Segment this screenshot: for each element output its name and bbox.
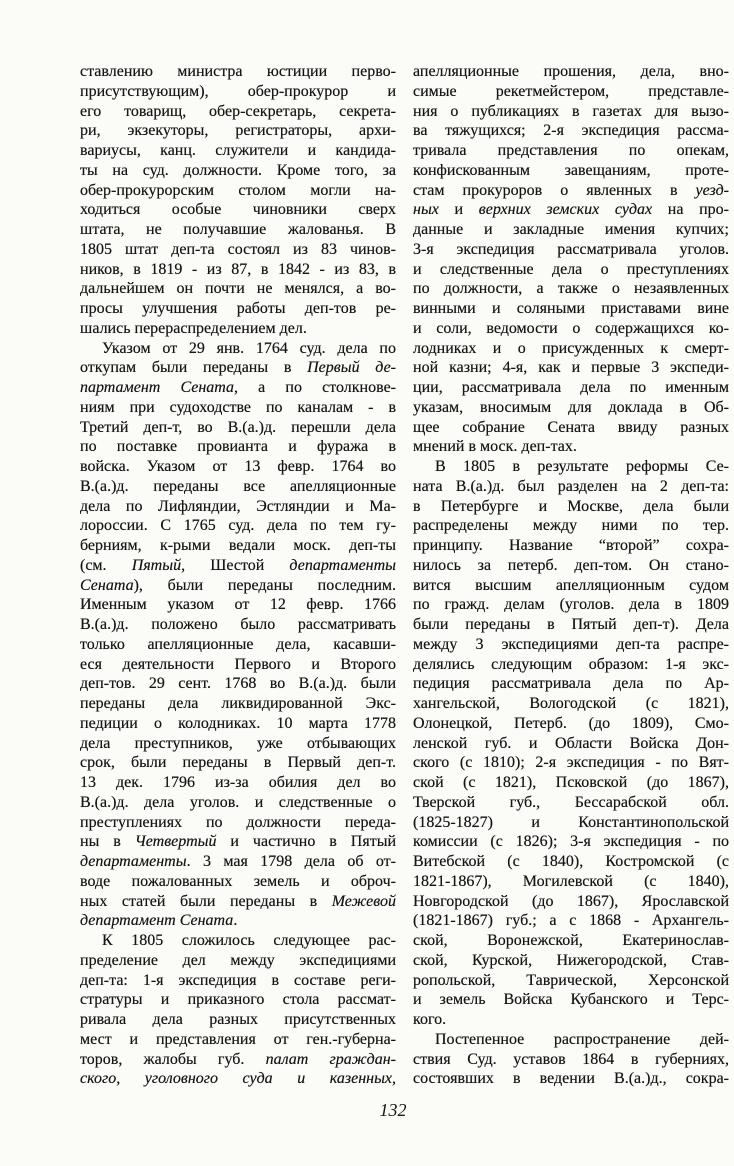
text-line <box>80 832 396 852</box>
text-segment: Постепенное распространение дей- <box>435 1030 729 1048</box>
text-segment: ны в <box>80 833 135 851</box>
text-line <box>80 635 396 655</box>
text-segment: щее собрание Сената ввиду разных <box>413 418 729 436</box>
text-line <box>80 1050 396 1070</box>
text-segment: лороссии. С 1765 суд. дела по тем гу- <box>80 517 396 535</box>
text-segment: нилось за петерб. деп-том. Он стано- <box>413 556 729 574</box>
text-segment: Указом от 29 янв. 1764 суд. дела по <box>102 339 396 357</box>
text-line <box>80 477 396 497</box>
text-line <box>80 793 396 813</box>
text-segment: еся деятельности Первого и Второго <box>80 655 396 673</box>
text-line <box>413 141 729 161</box>
italic-term: ных <box>413 201 439 219</box>
text-segment: симые рекетмейстером, представле- <box>413 82 729 100</box>
text-line <box>413 536 729 556</box>
text-line <box>413 240 729 260</box>
text-segment: торов, жалобы губ. <box>80 1050 266 1068</box>
text-line <box>413 161 729 181</box>
text-segment: Именным указом от 12 февр. 1766 <box>80 596 396 614</box>
text-segment: В.(а.)д. дела уголов. и следственные о <box>80 793 396 811</box>
text-segment: берниям, к-рыми ведали моск. деп-ты <box>80 537 396 554</box>
text-segment: дальнейшем он почти не менялся, а во- <box>80 280 396 298</box>
text-segment: В.(а.)д. положено было рассматривать <box>80 616 396 633</box>
text-segment: 13 дек. 1796 из-за обилия дел во <box>80 774 396 791</box>
text-segment: дела преступников, уже отбывающих <box>80 734 396 752</box>
text-segment: по должности, а также о незаявленных <box>413 280 729 298</box>
text-segment: его товарищ, обер-секретарь, секрета- <box>80 102 396 120</box>
text-line <box>80 279 396 299</box>
text-line <box>413 734 729 754</box>
left-column <box>80 62 396 1089</box>
paragraph <box>413 1030 729 1089</box>
text-segment: и земель Войска Кубанского и Терс- <box>413 991 729 1009</box>
text-line <box>80 62 396 82</box>
text-line <box>413 655 729 675</box>
text-segment: откупам были переданы в <box>80 359 308 377</box>
text-segment: ской, Курской, Нижегородской, Став- <box>413 951 729 969</box>
text-line <box>413 832 729 852</box>
text-line <box>413 200 729 220</box>
italic-term: Первый де- <box>307 359 396 377</box>
text-line <box>80 674 396 694</box>
text-line <box>413 457 729 477</box>
text-line <box>413 971 729 991</box>
text-segment: штата, не получавшие жалованья. В <box>80 221 396 238</box>
text-segment: только апелляционные дела, касавши- <box>80 635 396 653</box>
text-line <box>80 299 396 319</box>
text-line <box>80 694 396 714</box>
text-line <box>80 121 396 141</box>
text-line <box>413 299 729 319</box>
text-segment: 1805 штат деп-та состоял из 83 чинов- <box>80 240 396 258</box>
text-segment: делялись следующим образом: 1-я экс- <box>413 655 729 673</box>
text-segment: Витебской (с 1840), Костромской (с <box>413 853 729 870</box>
text-line <box>413 990 729 1010</box>
paragraph <box>80 339 396 932</box>
text-segment: ников, в 1819 - из 87, в 1842 - из 83, в <box>80 260 396 278</box>
page-number: 132 <box>379 1100 407 1120</box>
text-segment: вариусы, канц. служители и кандида- <box>80 142 396 159</box>
text-segment: ты на суд. должности. Кроме того, за <box>80 161 396 179</box>
text-line <box>413 911 729 931</box>
text-segment: педиции о колодниках. 10 марта 1778 <box>80 714 396 732</box>
text-line <box>80 358 396 378</box>
text-segment: ской (с 1821), Псковской (до 1867), <box>413 774 729 791</box>
text-segment: пределение дел между экспедициями <box>80 951 396 969</box>
text-line <box>413 279 729 299</box>
text-segment: апелляционные прошения, дела, вно- <box>413 63 729 80</box>
text-segment: лодниках и о присужденных к смерт- <box>413 339 729 357</box>
text-segment: стам прокуроров о явленных в <box>413 181 696 199</box>
italic-term: Четвертый <box>134 833 217 851</box>
text-segment: и частично в Пятый <box>216 833 396 851</box>
text-line <box>413 892 729 912</box>
text-segment: педиция рассматривала дела по Ар- <box>413 675 729 693</box>
text-line <box>413 931 729 951</box>
text-segment: мнений в моск. деп-тах. <box>413 438 577 456</box>
italic-term: Сената <box>80 576 134 594</box>
text-line <box>80 872 396 892</box>
text-segment: кого. <box>413 1011 447 1028</box>
text-segment: (1821-1867) губ.; а с 1868 - Архангель- <box>413 912 729 930</box>
text-segment: В.(а.)д. переданы все апелляционные <box>80 477 396 495</box>
right-column <box>413 62 729 1089</box>
text-segment: ходиться особые чиновники сверх <box>80 201 396 219</box>
text-segment: ных статей были переданы в <box>80 892 332 910</box>
text-line <box>80 181 396 201</box>
text-line <box>80 516 396 536</box>
text-segment: дела по Лифляндии, Эстляндии и Ма- <box>80 497 396 515</box>
paragraph <box>80 62 396 339</box>
text-segment: 3-я экспедиция рассматривала уголов. <box>413 240 729 258</box>
text-segment: Олонецкой, Петерб. (до 1809), Смо- <box>413 714 729 732</box>
text-line <box>413 694 729 714</box>
text-segment: и соли, ведомости о содержащихся ко- <box>413 319 729 337</box>
text-line <box>413 398 729 418</box>
text-segment: ривала дела разных присутственных <box>80 1011 396 1028</box>
text-line <box>413 378 729 398</box>
text-segment: просы улучшения работы деп-тов ре- <box>80 300 396 317</box>
text-line <box>80 339 396 359</box>
text-line <box>80 576 396 596</box>
text-line <box>80 773 396 793</box>
text-line <box>413 674 729 694</box>
text-segment: были переданы в Пятый деп-т). Дела <box>413 616 729 633</box>
text-line <box>413 714 729 734</box>
text-line <box>80 437 396 457</box>
text-line <box>80 892 396 912</box>
text-line <box>80 240 396 260</box>
text-line <box>80 556 396 576</box>
italic-term: ского, уголовного суда и казенных, <box>80 1070 396 1088</box>
text-segment: шались перераспределением дел. <box>80 319 307 337</box>
text-segment: комиссии (с 1826); 3-я экспедиция - по <box>413 833 729 851</box>
text-line <box>413 576 729 596</box>
text-segment: преступлениях по должности переда- <box>80 813 396 831</box>
text-line <box>80 161 396 181</box>
text-segment: . 3 мая 1798 дела об от- <box>186 853 396 870</box>
text-segment: ставлению министра юстиции перво- <box>80 63 396 80</box>
text-line <box>80 200 396 220</box>
text-segment: переданы дела ликвидированной Экс- <box>80 695 396 712</box>
text-line <box>413 951 729 971</box>
text-segment: ри, экзекуторы, регистраторы, архи- <box>80 122 396 140</box>
text-line <box>80 615 396 635</box>
text-line <box>413 793 729 813</box>
text-segment: мест и представления от ген.-губерна- <box>80 1030 396 1048</box>
text-segment: стратуры и приказного стола рассмат- <box>80 991 396 1009</box>
italic-term: партамент Сената <box>80 379 235 396</box>
text-line <box>413 260 729 280</box>
text-line <box>413 319 729 339</box>
text-line <box>413 773 729 793</box>
text-line <box>80 398 396 418</box>
text-segment: винными и соляными приставами вине <box>413 300 729 317</box>
text-segment: ского (с 1810); 2-я экспедиция - по Вят- <box>413 754 729 772</box>
text-line <box>80 951 396 971</box>
italic-term: верхних земских судах <box>478 201 653 219</box>
text-line <box>80 990 396 1010</box>
text-line <box>80 220 396 240</box>
text-line <box>80 418 396 438</box>
text-segment: ной казни; 4-я, как и первые 3 экспеди- <box>413 359 729 377</box>
text-line <box>413 220 729 240</box>
text-line <box>80 971 396 991</box>
text-line <box>413 121 729 141</box>
text-line <box>413 516 729 536</box>
text-segment: ропольской, Таврической, Херсонской <box>413 971 729 989</box>
text-segment: войска. Указом от 13 февр. 1764 во <box>80 458 396 475</box>
paragraph <box>413 457 729 1030</box>
italic-term: палат граждан- <box>265 1050 396 1068</box>
text-line <box>80 141 396 161</box>
text-segment: деп-тов. 29 сент. 1768 во В.(а.)д. были <box>80 675 396 693</box>
text-segment: ния о публикациях в газетах для вызо- <box>413 102 729 120</box>
text-line <box>413 753 729 773</box>
text-line <box>413 437 729 457</box>
text-segment: распределены между ними по тер. <box>413 517 729 535</box>
text-segment: К 1805 сложилось следующее рас- <box>102 932 396 949</box>
text-segment: Новгородской (до 1867), Ярославской <box>413 892 729 910</box>
text-segment: ции, рассматривала дела по именным <box>413 379 729 396</box>
text-line <box>80 457 396 477</box>
text-line <box>413 872 729 892</box>
text-line <box>413 615 729 635</box>
text-line <box>80 102 396 122</box>
text-line <box>80 260 396 280</box>
text-segment: , а по столкнове- <box>234 379 396 396</box>
text-line <box>80 753 396 773</box>
text-line <box>80 82 396 102</box>
text-segment: срок, были переданы в Первый деп-т. <box>80 754 396 772</box>
italic-term: департамент Сената <box>80 912 234 930</box>
text-line <box>413 1050 729 1070</box>
text-line <box>80 911 396 931</box>
text-line <box>80 1030 396 1050</box>
text-segment: (1825-1827) и Константинопольской <box>413 813 729 831</box>
text-segment: ствия Суд. уставов 1864 в губерниях, <box>413 1050 729 1068</box>
text-line <box>80 852 396 872</box>
text-line <box>413 1010 729 1030</box>
text-segment: ской, Воронежской, Екатеринослав- <box>413 932 729 949</box>
text-segment: ва тяжущихся; 2-я экспедиция рассма- <box>413 122 729 140</box>
text-line <box>413 813 729 833</box>
text-line <box>413 852 729 872</box>
text-segment: между 3 экспедициями деп-та распре- <box>413 635 729 653</box>
text-line <box>413 358 729 378</box>
text-line <box>80 378 396 398</box>
text-line <box>413 1069 729 1089</box>
text-line <box>413 82 729 102</box>
text-segment: состоявших в ведении В.(а.)д., сокра- <box>413 1070 729 1088</box>
text-line <box>413 339 729 359</box>
text-segment: Тверской губ., Бессарабской обл. <box>413 793 729 811</box>
text-segment: указам, вносимым для доклада в Об- <box>413 398 729 416</box>
text-line <box>413 418 729 438</box>
italic-term: Пятый <box>131 556 182 574</box>
text-line <box>413 595 729 615</box>
text-segment: обер-прокурорским столом могли на- <box>80 181 396 199</box>
text-line <box>413 497 729 517</box>
italic-term: Межевой <box>331 892 396 910</box>
text-line <box>80 714 396 734</box>
text-segment: вится высшим апелляционным судом <box>413 576 729 594</box>
text-segment: данные и закладные имения купчих; <box>413 221 729 238</box>
text-line <box>80 931 396 951</box>
text-segment: на про- <box>652 201 729 219</box>
text-line <box>413 102 729 122</box>
text-line <box>80 536 396 556</box>
text-segment: Третий деп-т, во В.(а.)д. перешли дела <box>80 418 396 436</box>
text-segment: , Шестой <box>181 556 290 574</box>
text-line <box>413 477 729 497</box>
text-segment: хангельской, Вологодской (с 1821), <box>413 695 729 712</box>
text-segment: и <box>438 201 479 219</box>
text-segment: воде пожалованных земель и оброч- <box>80 872 396 890</box>
text-segment: в Петербурге и Москве, дела были <box>413 497 729 515</box>
text-line <box>80 734 396 754</box>
text-segment: по поставке провианта и фуража в <box>80 438 396 456</box>
text-segment: В 1805 в результате реформы Се- <box>435 458 729 475</box>
paragraph <box>413 62 729 457</box>
italic-term: департаменты <box>289 556 396 574</box>
text-segment: деп-та: 1-я экспедиция в составе реги- <box>80 971 396 989</box>
paragraph <box>80 931 396 1089</box>
text-segment: (см. <box>80 556 132 574</box>
text-segment: 1821-1867), Могилевской (с 1840), <box>413 872 729 890</box>
text-segment: принципу. Название “второй” сохра- <box>413 537 729 554</box>
text-segment: и следственные дела о преступлениях <box>413 260 729 278</box>
text-line <box>80 813 396 833</box>
text-segment: . <box>233 912 238 930</box>
text-line <box>413 62 729 82</box>
text-segment: ната В.(а.)д. был разделен на 2 деп-та: <box>413 477 729 495</box>
text-line <box>413 635 729 655</box>
text-line <box>413 181 729 201</box>
text-line <box>413 556 729 576</box>
text-segment: конфискованным завещаниям, проте- <box>413 161 729 179</box>
text-line <box>413 1030 729 1050</box>
italic-term: департаменты <box>80 853 187 870</box>
text-segment: ниям при судоходстве по каналам - в <box>80 398 396 416</box>
text-line <box>80 655 396 675</box>
text-line <box>80 1010 396 1030</box>
text-line <box>80 497 396 517</box>
text-segment: присутствующим), обер-прокурор и <box>80 82 396 100</box>
text-segment: ленской губ. и Области Войска Дон- <box>413 734 729 752</box>
text-line <box>80 1069 396 1089</box>
text-segment: тривала представления по опекам, <box>413 142 729 159</box>
italic-term: уезд- <box>695 181 729 199</box>
text-segment: ), были переданы последним. <box>133 576 396 594</box>
text-line <box>80 319 396 339</box>
text-line <box>80 595 396 615</box>
text-segment: по гражд. делам (уголов. дела в 1809 <box>413 596 729 614</box>
